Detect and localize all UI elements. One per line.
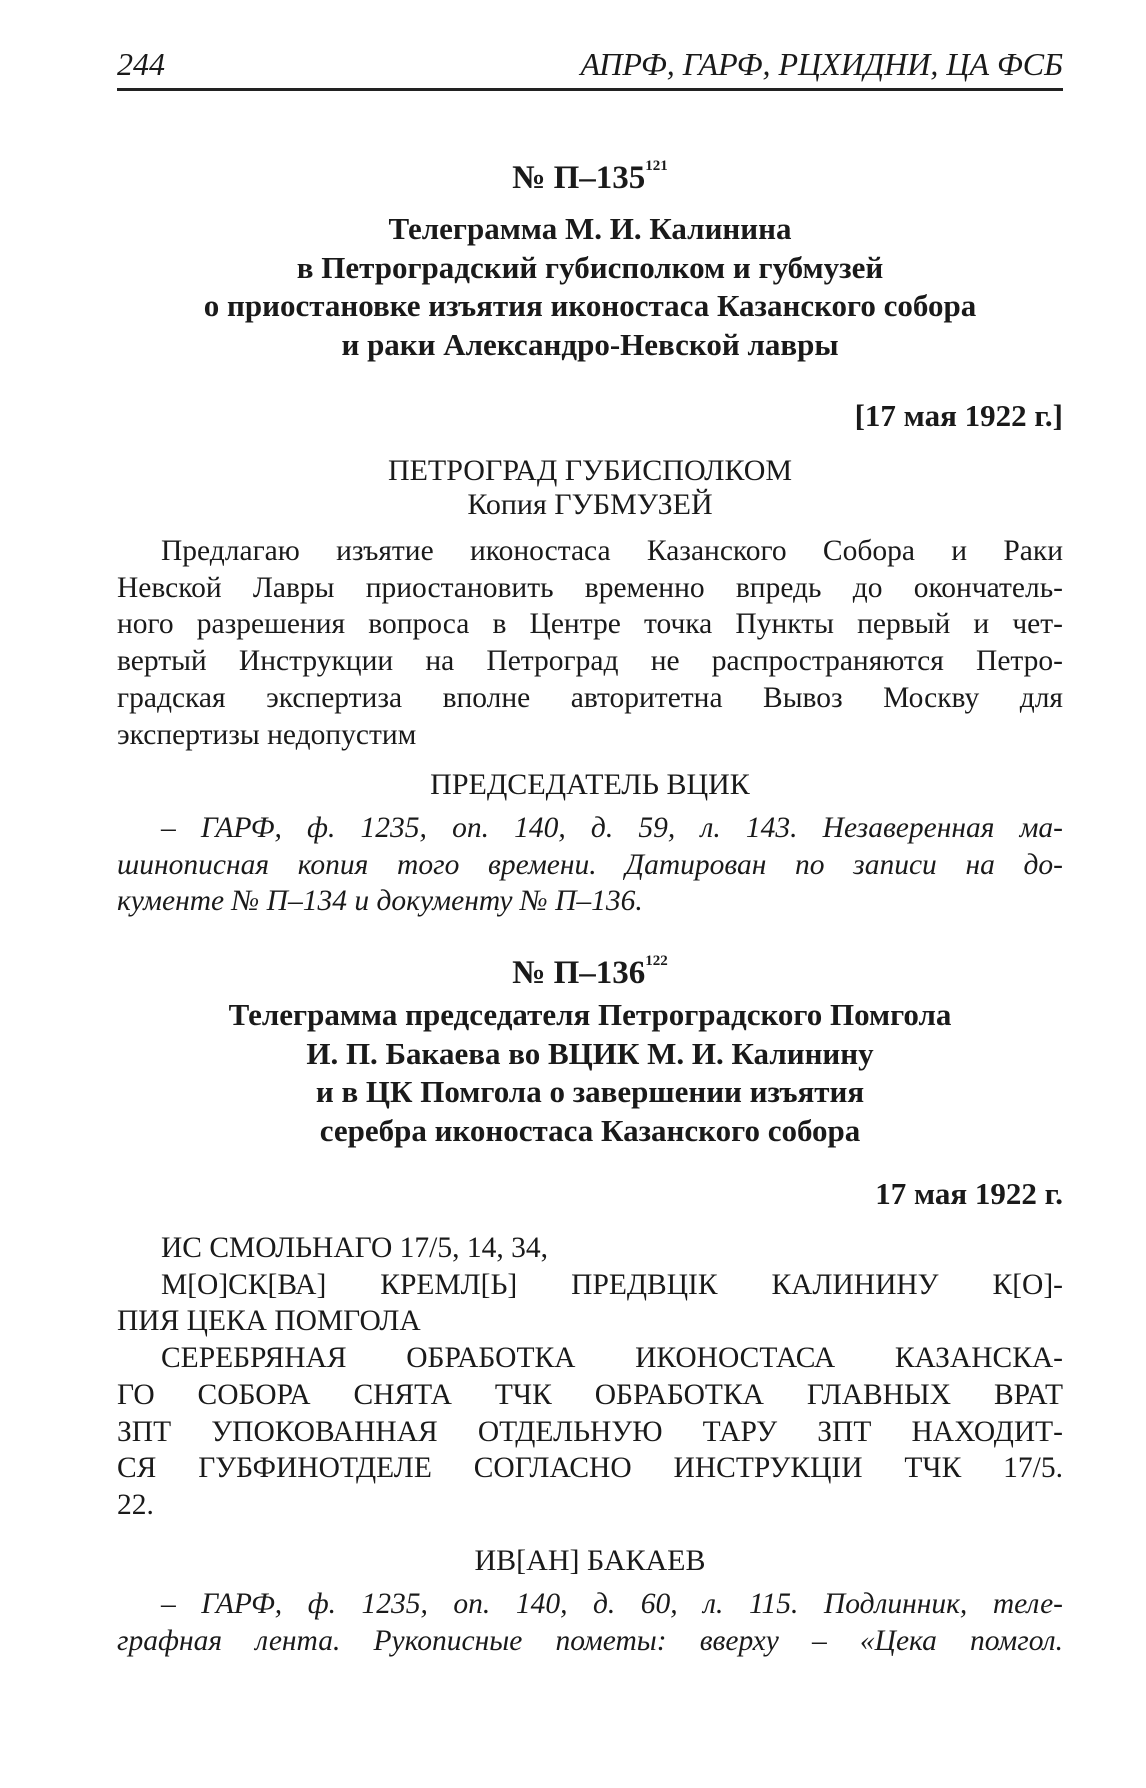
doc1-source [117,810,1063,920]
source-line: кументе № П–134 и документу № П–136. [117,885,643,918]
body-line: экспертизы недопустим [117,718,417,751]
doc1-date: [17 мая 1922 г.] [854,398,1063,433]
body-line: ПИЯ ЦЕКА ПОМГОЛА [117,1305,421,1338]
source-line: – ГАРФ, ф. 1235, оп. 140, д. 60, л. 115. Подлинник, теле- [161,1588,1063,1620]
doc1-signature: ПРЕДСЕДАТЕЛЬ ВЦИК [430,768,750,801]
doc2-number-text: № П–136 [512,955,646,991]
title-line: Телеграмма М. И. Калинина [388,211,792,246]
source-line: – ГАРФ, ф. 1235, оп. 140, д. 59, л. 143. Незаверенная ма- [161,812,1063,844]
body-line: М[О]СК[ВА] КРЕМЛ[Ь] ПРЕДВЦIК КАЛИНИНУ К[О]- [161,1268,1063,1301]
header-rule [117,88,1063,91]
doc2-date: 17 мая 1922 г. [875,1176,1063,1211]
doc1-copy: Копия ГУБМУЗЕЙ [467,488,713,521]
running-header [117,46,1063,86]
page-number: 244 [117,46,165,82]
doc2-source [117,1586,1063,1659]
doc1-title [117,210,1063,364]
body-line: Невской Лавры приостановить временно впредь до окончатель- [117,571,1063,604]
source-line: графная лента. Рукописные пометы: вверху – «Цека помгол. [117,1624,1063,1657]
body-line: СЯ ГУБФИНОТДЕЛЕ СОГЛАСНО ИНСТРУКЦIИ ТЧК 17/5. [117,1452,1063,1485]
body-line: ЗПТ УПОКОВАННАЯ ОТДЕЛЬНУЮ ТАРУ ЗПТ НАХОДИТ- [117,1415,1063,1448]
doc2-signature: ИВ[АН] БАКАЕВ [474,1544,706,1577]
running-title: АПРФ, ГАРФ, РЦХИДНИ, ЦА ФСБ [580,46,1063,82]
title-line: о приостановке изъятия иконостаса Казанского собора [203,288,977,323]
body-line: градская экспертиза вполне авторитетна Вывоз Москву для [117,681,1063,714]
doc1-address: ПЕТРОГРАД ГУБИСПОЛКОМ [387,454,793,487]
doc1-footnote: 121 [645,158,668,174]
title-line: в Петроградский губисполком и губмузей [296,249,884,285]
body-line: ного разрешения вопроса в Центре точка Пункты первый и чет- [117,608,1063,641]
doc2-body [117,1230,1063,1524]
body-line: ГО СОБОРА СНЯТА ТЧК ОБРАБОТКА ГЛАВНЫХ ВРАТ [117,1378,1063,1411]
title-line: Телеграмма председателя Петроградского Помгола [228,997,952,1032]
doc1-number-text: № П–135 [512,160,646,196]
body-line: 22. [117,1488,154,1521]
title-line: серебра иконостаса Казанского собора [319,1112,861,1148]
doc2-number [117,955,1063,992]
doc1-body [117,533,1063,753]
source-line: шинописная копия того времени. Датирован по записи на до- [117,848,1063,881]
body-line: Предлагаю изъятие иконостаса Казанского Собора и Раки [161,535,1063,567]
body-line: СЕРЕБРЯНАЯ ОБРАБОТКА ИКОНОСТАСА КАЗАНСКА- [161,1342,1063,1375]
doc1-number [117,160,1063,197]
doc2-title [117,996,1063,1150]
title-line: И. П. Бакаева во ВЦИК М. И. Калинину [306,1035,874,1071]
body-line: вертый Инструкции на Петроград не распространяются Петро- [117,645,1063,678]
title-line: и в ЦК Помгола о завершении изъятия [315,1074,865,1109]
title-line: и раки Александро-Невской лавры [341,326,839,362]
body-line: ИС СМОЛЬНАГО 17/5, 14, 34, [161,1232,548,1264]
doc2-footnote: 122 [645,953,668,969]
